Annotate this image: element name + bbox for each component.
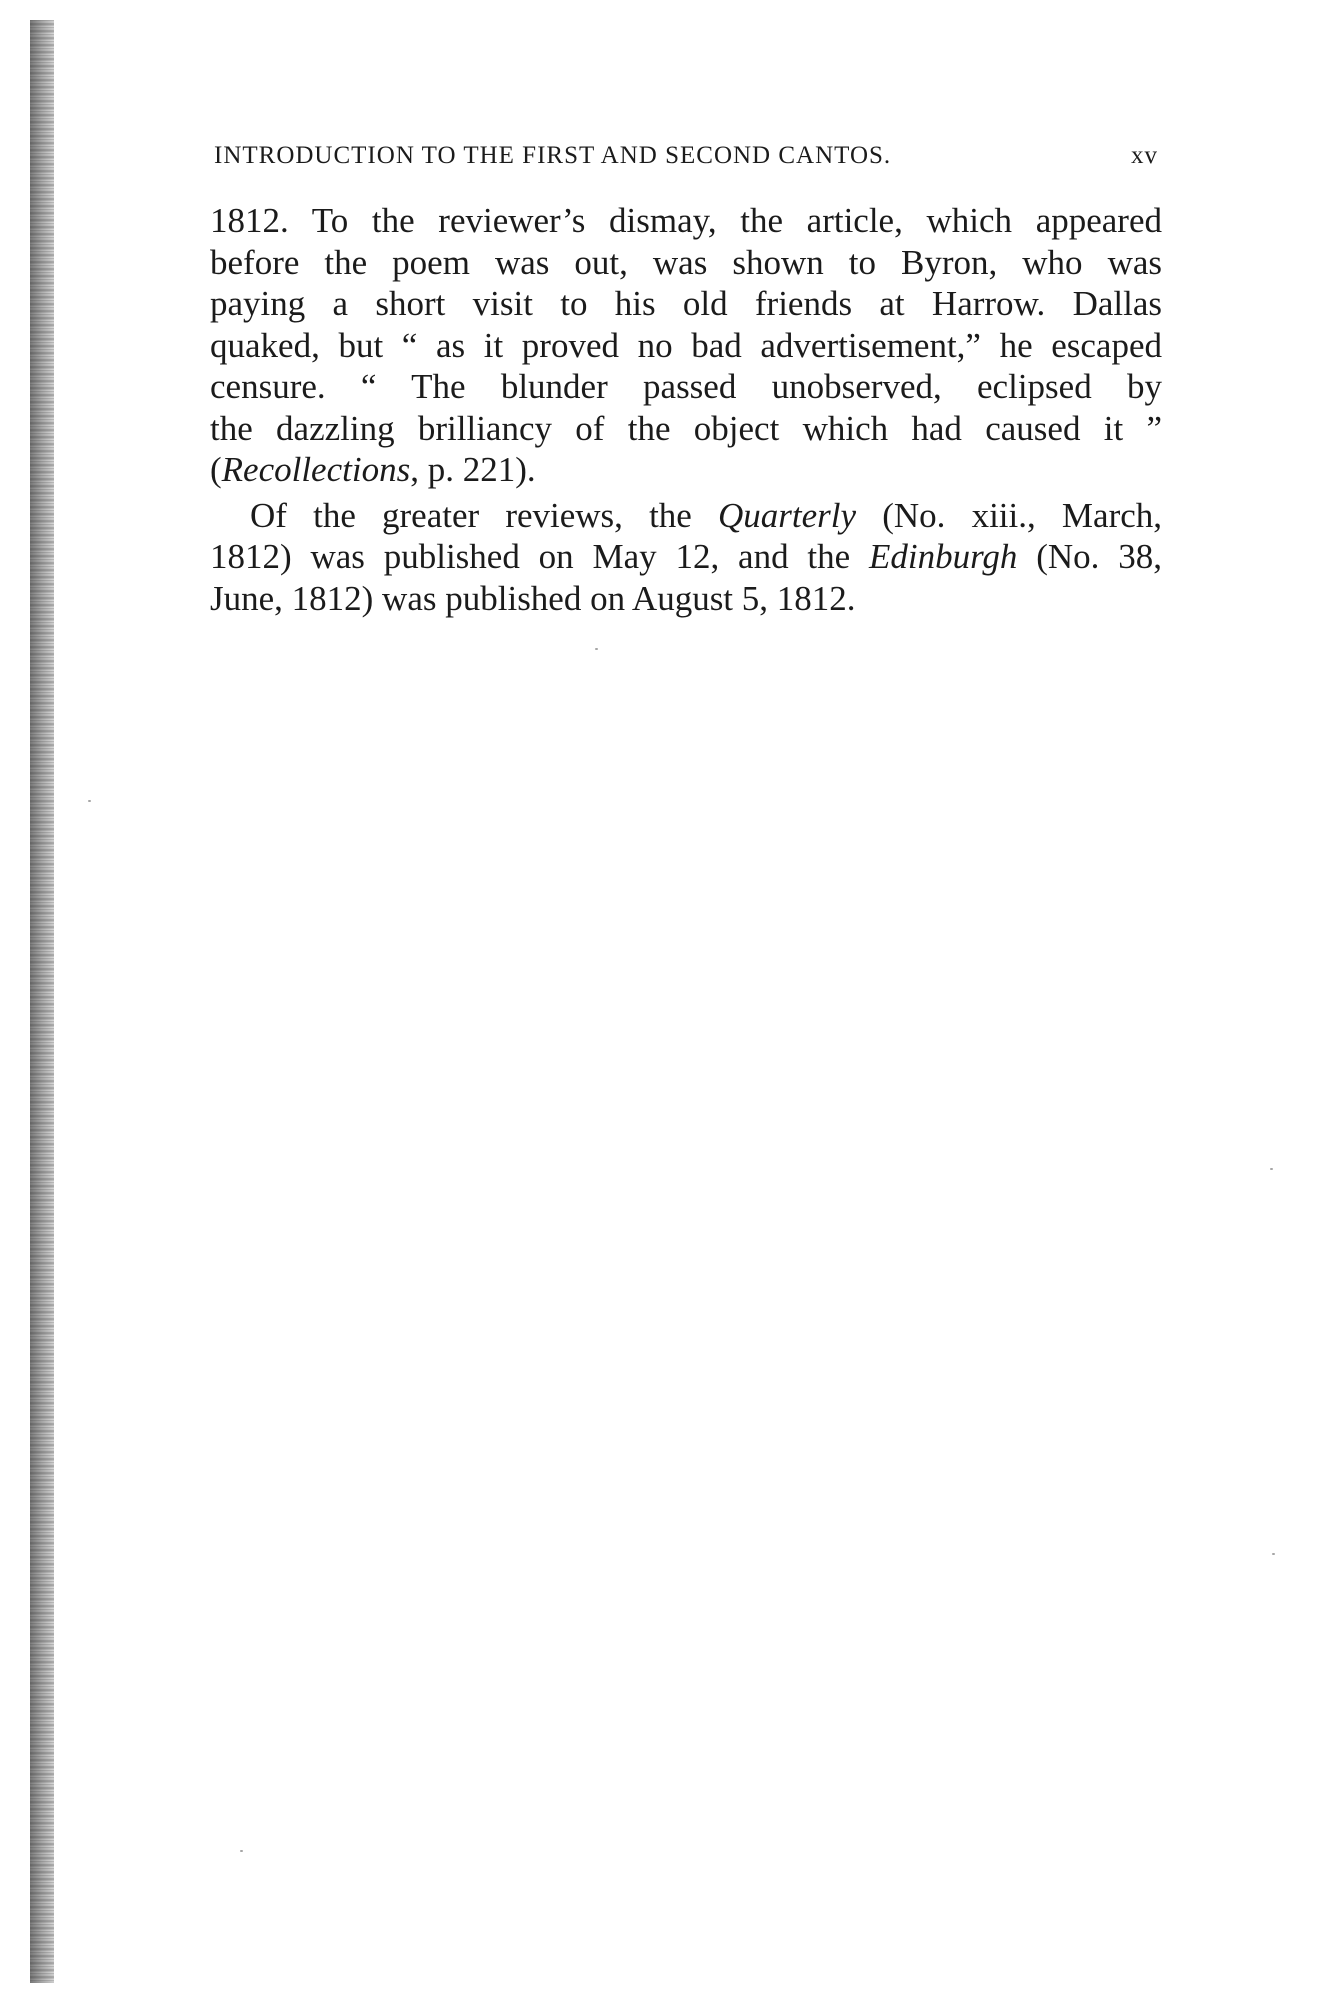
text-line: before the poem was out, was shown to Byron, who was	[210, 242, 1162, 282]
text-line	[210, 449, 1162, 491]
paper-speck	[595, 648, 598, 650]
text-run: 1812) was published on May 12, and the	[210, 537, 869, 576]
paper-speck	[1270, 1168, 1273, 1170]
binding-gutter-edge	[30, 20, 54, 1983]
text-line: the dazzling brilliancy of the object which had caused it ”	[210, 408, 1162, 448]
paper-speck	[240, 1850, 243, 1852]
body-text	[210, 200, 1162, 619]
paper-speck	[1272, 1553, 1275, 1555]
italic-title-edinburgh: Edinburgh	[868, 537, 1018, 576]
paper-speck	[88, 800, 91, 802]
paren-open: (	[210, 450, 222, 489]
text-line	[210, 495, 1162, 537]
text-line: 1812. To the reviewer’s dismay, the article, which appeared	[210, 201, 1162, 240]
text-run: (No. 38,	[1017, 537, 1162, 576]
running-head	[214, 138, 1158, 174]
text-run: (No. xiii., March,	[856, 495, 1163, 535]
text-line: paying a short visit to his old friends at Harrow. Dallas	[210, 284, 1162, 323]
italic-title-quarterly: Quarterly	[718, 495, 857, 535]
page-number: xv	[1131, 142, 1158, 169]
text-line	[210, 536, 1162, 578]
running-title: INTRODUCTION TO THE FIRST AND SECOND CANTOS.	[214, 142, 892, 169]
paragraph-2	[210, 495, 1162, 620]
paragraph-1	[210, 200, 1162, 491]
italic-title-recollections: Recollections	[221, 450, 411, 489]
text-line: quaked, but “ as it proved no bad advertisement,” he escaped	[210, 325, 1162, 365]
text-line: censure. “ The blunder passed unobserved, eclipsed by	[210, 367, 1162, 406]
citation-rest: , p. 221).	[410, 450, 536, 489]
text-line: June, 1812) was published on August 5, 1812.	[210, 578, 856, 618]
text-run: Of the greater reviews, the	[250, 495, 719, 535]
